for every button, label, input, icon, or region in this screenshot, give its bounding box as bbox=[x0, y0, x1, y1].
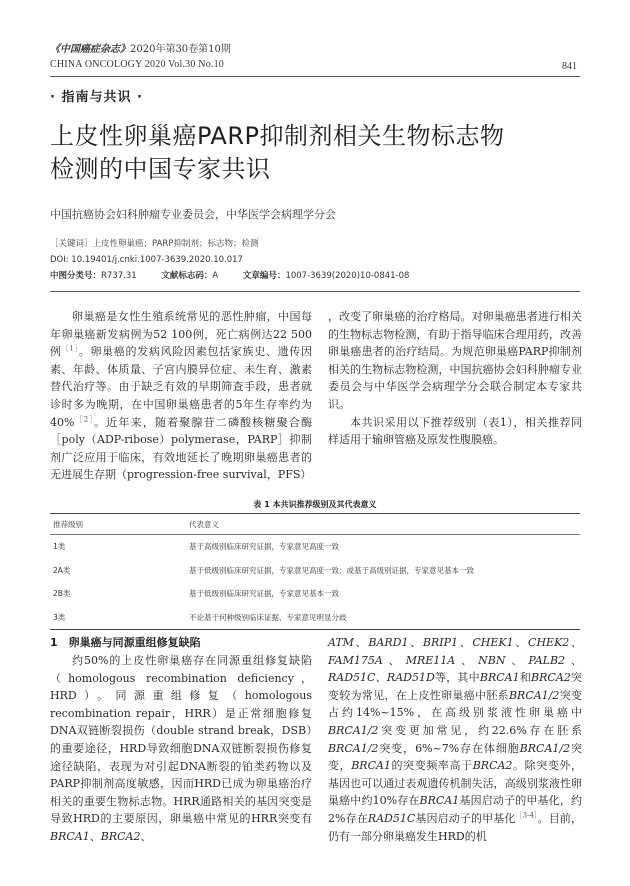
separator: 、 bbox=[382, 653, 406, 667]
table-cell: 2B类 bbox=[53, 589, 71, 599]
intro-paragraph-2: 本共识采用以下推荐级别（表1），相关推荐同样适用于输卵管癌及原发性腹膜癌。 bbox=[328, 415, 582, 447]
gene-palb2: PALB2 bbox=[528, 653, 566, 667]
gene-brca1: BRCA1 bbox=[479, 671, 520, 685]
table-cell: 1类 bbox=[53, 542, 66, 552]
table-header-row bbox=[50, 514, 580, 535]
article-title bbox=[50, 120, 590, 186]
gene-chek1: CHEK1 bbox=[472, 636, 514, 649]
text: 基因启动子的甲基化，约2%存在 bbox=[328, 794, 582, 825]
section-1-paragraph bbox=[50, 652, 312, 846]
table-row bbox=[50, 535, 580, 559]
section-1-text-a: 约50%的上皮性卵巢癌存在同源重组修复缺陷（homologous recombination deficiency，HRD）。同源重组修复（homologous recombination repair，HRR）是正常细胞修复DNA双链断裂损伤（double strand break，DSB）的重要途径，HRD导致细胞DNA双链断裂损伤修复途径缺陷，表现为对引起DNA断裂的铂类药物以及PARP抑制剂高度敏感，因而HRD已成为卵巢癌治疗相关的重要生物标志物。HRR通路相关的基因突变是导致HRD的主要原因，卵巢癌中常见的HRR突变有 bbox=[50, 654, 312, 826]
gene-brca12: BRCA1/2 bbox=[328, 741, 379, 755]
table-cell: 基于低级别临床研究证据，专家意见基本一致 bbox=[189, 589, 339, 599]
gene-bard1: BARD1 bbox=[368, 636, 409, 649]
separator: 、 bbox=[353, 636, 369, 649]
gene-fam175a: FAM175A bbox=[328, 653, 383, 667]
page-number: 841 bbox=[562, 61, 577, 72]
section-1-continued bbox=[328, 634, 582, 845]
text: 的突变频率高于 bbox=[390, 759, 473, 773]
intro-text-a: 卵巢癌是女性生殖系统常见的恶性肿瘤，中国每年卵巢癌新发病例为52 100例，死亡病例达22 500例 bbox=[50, 310, 312, 359]
intro-text-b: 。卵巢癌的发病风险因素包括家族史、遗传因素、年龄、体质量、子宫内膜异位症、未生育、激素替代治疗等。由于缺乏有效的早期筛查手段，患者就诊时多为晚期，在中国卵巢癌患者的5年生存率约为40% bbox=[50, 345, 312, 429]
table-cell: 基于高级别临床研究证据，专家意见高度一致 bbox=[189, 542, 339, 552]
title-line-2: 检测的中国专家共识 bbox=[50, 155, 271, 183]
gene-rad51c: RAD51C bbox=[328, 671, 376, 685]
table-cell: 基于低级别临床研究证据，专家意见高度一致；或基于高级别证据，专家意见基本一致 bbox=[189, 565, 474, 575]
table-row bbox=[50, 559, 580, 583]
classification-line bbox=[50, 270, 409, 283]
gene-brca1: BRCA1 bbox=[50, 829, 90, 843]
text: 等，其中 bbox=[434, 671, 480, 685]
journal-name-cn: 《中国癌症杂志》 bbox=[50, 44, 130, 55]
gene-nbn: NBN bbox=[478, 653, 506, 667]
gene-mre11a: MRE11A bbox=[405, 653, 456, 667]
intro-column-left bbox=[50, 308, 312, 484]
meta-rule bbox=[50, 291, 580, 292]
table-caption: 表 1 本共识推荐级别及其代表意义 bbox=[253, 500, 377, 509]
intro-paragraph-1-continued bbox=[328, 308, 582, 414]
section-1-heading: 1 卵巢癌与同源重组修复缺陷 bbox=[50, 636, 201, 649]
separator: 、 bbox=[458, 636, 473, 649]
text: 突变占约14%~15%，在高级别浆液性卵巢癌中 bbox=[328, 688, 583, 720]
text: 。除突变外，基因也可以通过表观遗传机制失活，高级别浆液性卵巢癌中约10%存在 bbox=[328, 759, 583, 808]
table-cell: 3类 bbox=[50, 606, 189, 630]
separator: 、 bbox=[89, 829, 101, 843]
separator: 、 bbox=[565, 653, 582, 667]
gene-brca12: BRCA1/2 bbox=[328, 723, 379, 737]
separator: 、 bbox=[505, 653, 529, 667]
text: 基因启动子的甲基化 bbox=[415, 811, 516, 825]
intro-column-right bbox=[328, 308, 582, 449]
separator: 、 bbox=[569, 636, 583, 649]
separator: 、 bbox=[375, 671, 387, 685]
gene-brca2: BRCA2 bbox=[531, 671, 571, 685]
ref-1: ［1］ bbox=[61, 344, 79, 353]
clc-label: 中图分类号： bbox=[50, 271, 102, 281]
article-label: 文章编号： bbox=[242, 271, 286, 281]
gene-brca12: BRCA1/2 bbox=[508, 688, 560, 702]
gene-brca2: BRCA2 bbox=[100, 829, 141, 843]
table-cell: 2A类 bbox=[53, 565, 71, 575]
text: 突变，6%~7%存在体细胞 bbox=[378, 741, 520, 755]
text: 和 bbox=[519, 671, 532, 685]
gene-rad51c: RAD51C bbox=[367, 811, 416, 825]
doc-label: 文献标志码： bbox=[161, 271, 213, 281]
keywords-label: ［关键词］ bbox=[50, 239, 93, 249]
text: 突变较为常见，在上皮性卵巢癌中胚系 bbox=[328, 671, 582, 702]
section-tag: · 指南与共识 · bbox=[50, 90, 143, 105]
authors: 中国抗癌协会妇科肿瘤专业委员会，中华医学会病理学分会 bbox=[50, 208, 336, 221]
clc-value: R737.31 bbox=[101, 271, 137, 281]
text: 突变更加常见，约22.6%存在胚系 bbox=[378, 723, 582, 737]
recommendation-table bbox=[50, 513, 580, 630]
section-1-column-right bbox=[328, 634, 582, 845]
table-row bbox=[50, 582, 580, 606]
gene-brca1: BRCA1 bbox=[351, 759, 391, 773]
header-rule bbox=[50, 76, 580, 77]
separator: 、 bbox=[408, 636, 423, 649]
separator: 、 bbox=[140, 829, 152, 843]
table-cell: 不论基于何种级别临床证据，专家意见明显分歧 bbox=[189, 606, 580, 630]
table-header-level: 推荐级别 bbox=[50, 514, 189, 535]
article-value: 1007-3639(2020)10-0841-08 bbox=[285, 271, 410, 281]
gene-atm: ATM bbox=[328, 636, 354, 649]
intro-paragraph-1 bbox=[50, 308, 312, 484]
section-1-column-left bbox=[50, 652, 312, 846]
doc-value: A bbox=[212, 271, 219, 281]
journal-header bbox=[50, 42, 231, 72]
text: 。目前，仍有一部分卵巢癌发生HRD的机 bbox=[328, 811, 583, 843]
gene-rad51d: RAD51D bbox=[386, 671, 435, 685]
title-line-1: 上皮性卵巢癌PARP抑制剂相关生物标志物 bbox=[50, 122, 505, 150]
text: 突变， bbox=[328, 741, 583, 773]
ref-2: ［2］ bbox=[74, 414, 95, 423]
separator: 、 bbox=[513, 636, 529, 649]
gene-brip1: BRIP1 bbox=[422, 636, 458, 649]
intro-text-c-continued: ，改变了卵巢癌的治疗格局。对卵巢癌患者进行相关的生物标志物检测，有助于指导临床合理用药，改善卵巢癌患者的治疗结局。为规范卵巢癌PARP抑制剂相关的生物标志物检测，中国抗癌协会妇科肿瘤专业委员会与中华医学会病理学分会联合制定本专家共识。 bbox=[328, 310, 582, 411]
journal-issue-cn: 2020年第30卷第10期 bbox=[130, 44, 231, 55]
table-row bbox=[50, 606, 580, 630]
journal-name-en: CHINA ONCOLOGY 2020 Vol.30 No.10 bbox=[50, 59, 225, 70]
ref-3-4: ［3-4］ bbox=[515, 811, 538, 820]
intro-text-c: 。近年来，随着聚腺苷二磷酸核糖聚合酶［poly（ADP-ribose）polymerase，PARP］抑制剂广泛应用于临床，有效地延长了晚期卵巢癌患者的无进展生存期（progression-free survival，PFS） bbox=[50, 415, 312, 482]
doi: DOI: 10.19401/j.cnki.1007-3639.2020.10.017 bbox=[50, 255, 243, 265]
gene-brca12: BRCA1/2 bbox=[519, 741, 571, 755]
table-header-meaning: 代表意义 bbox=[189, 514, 580, 535]
keywords-line bbox=[50, 238, 258, 251]
gene-chek2: CHEK2 bbox=[528, 636, 570, 649]
gene-brca2: BRCA2 bbox=[472, 759, 513, 773]
separator: 、 bbox=[455, 653, 479, 667]
keywords-text: 上皮性卵巢癌；PARP抑制剂；标志物；检测 bbox=[92, 239, 259, 249]
gene-brca1: BRCA1 bbox=[419, 794, 460, 808]
